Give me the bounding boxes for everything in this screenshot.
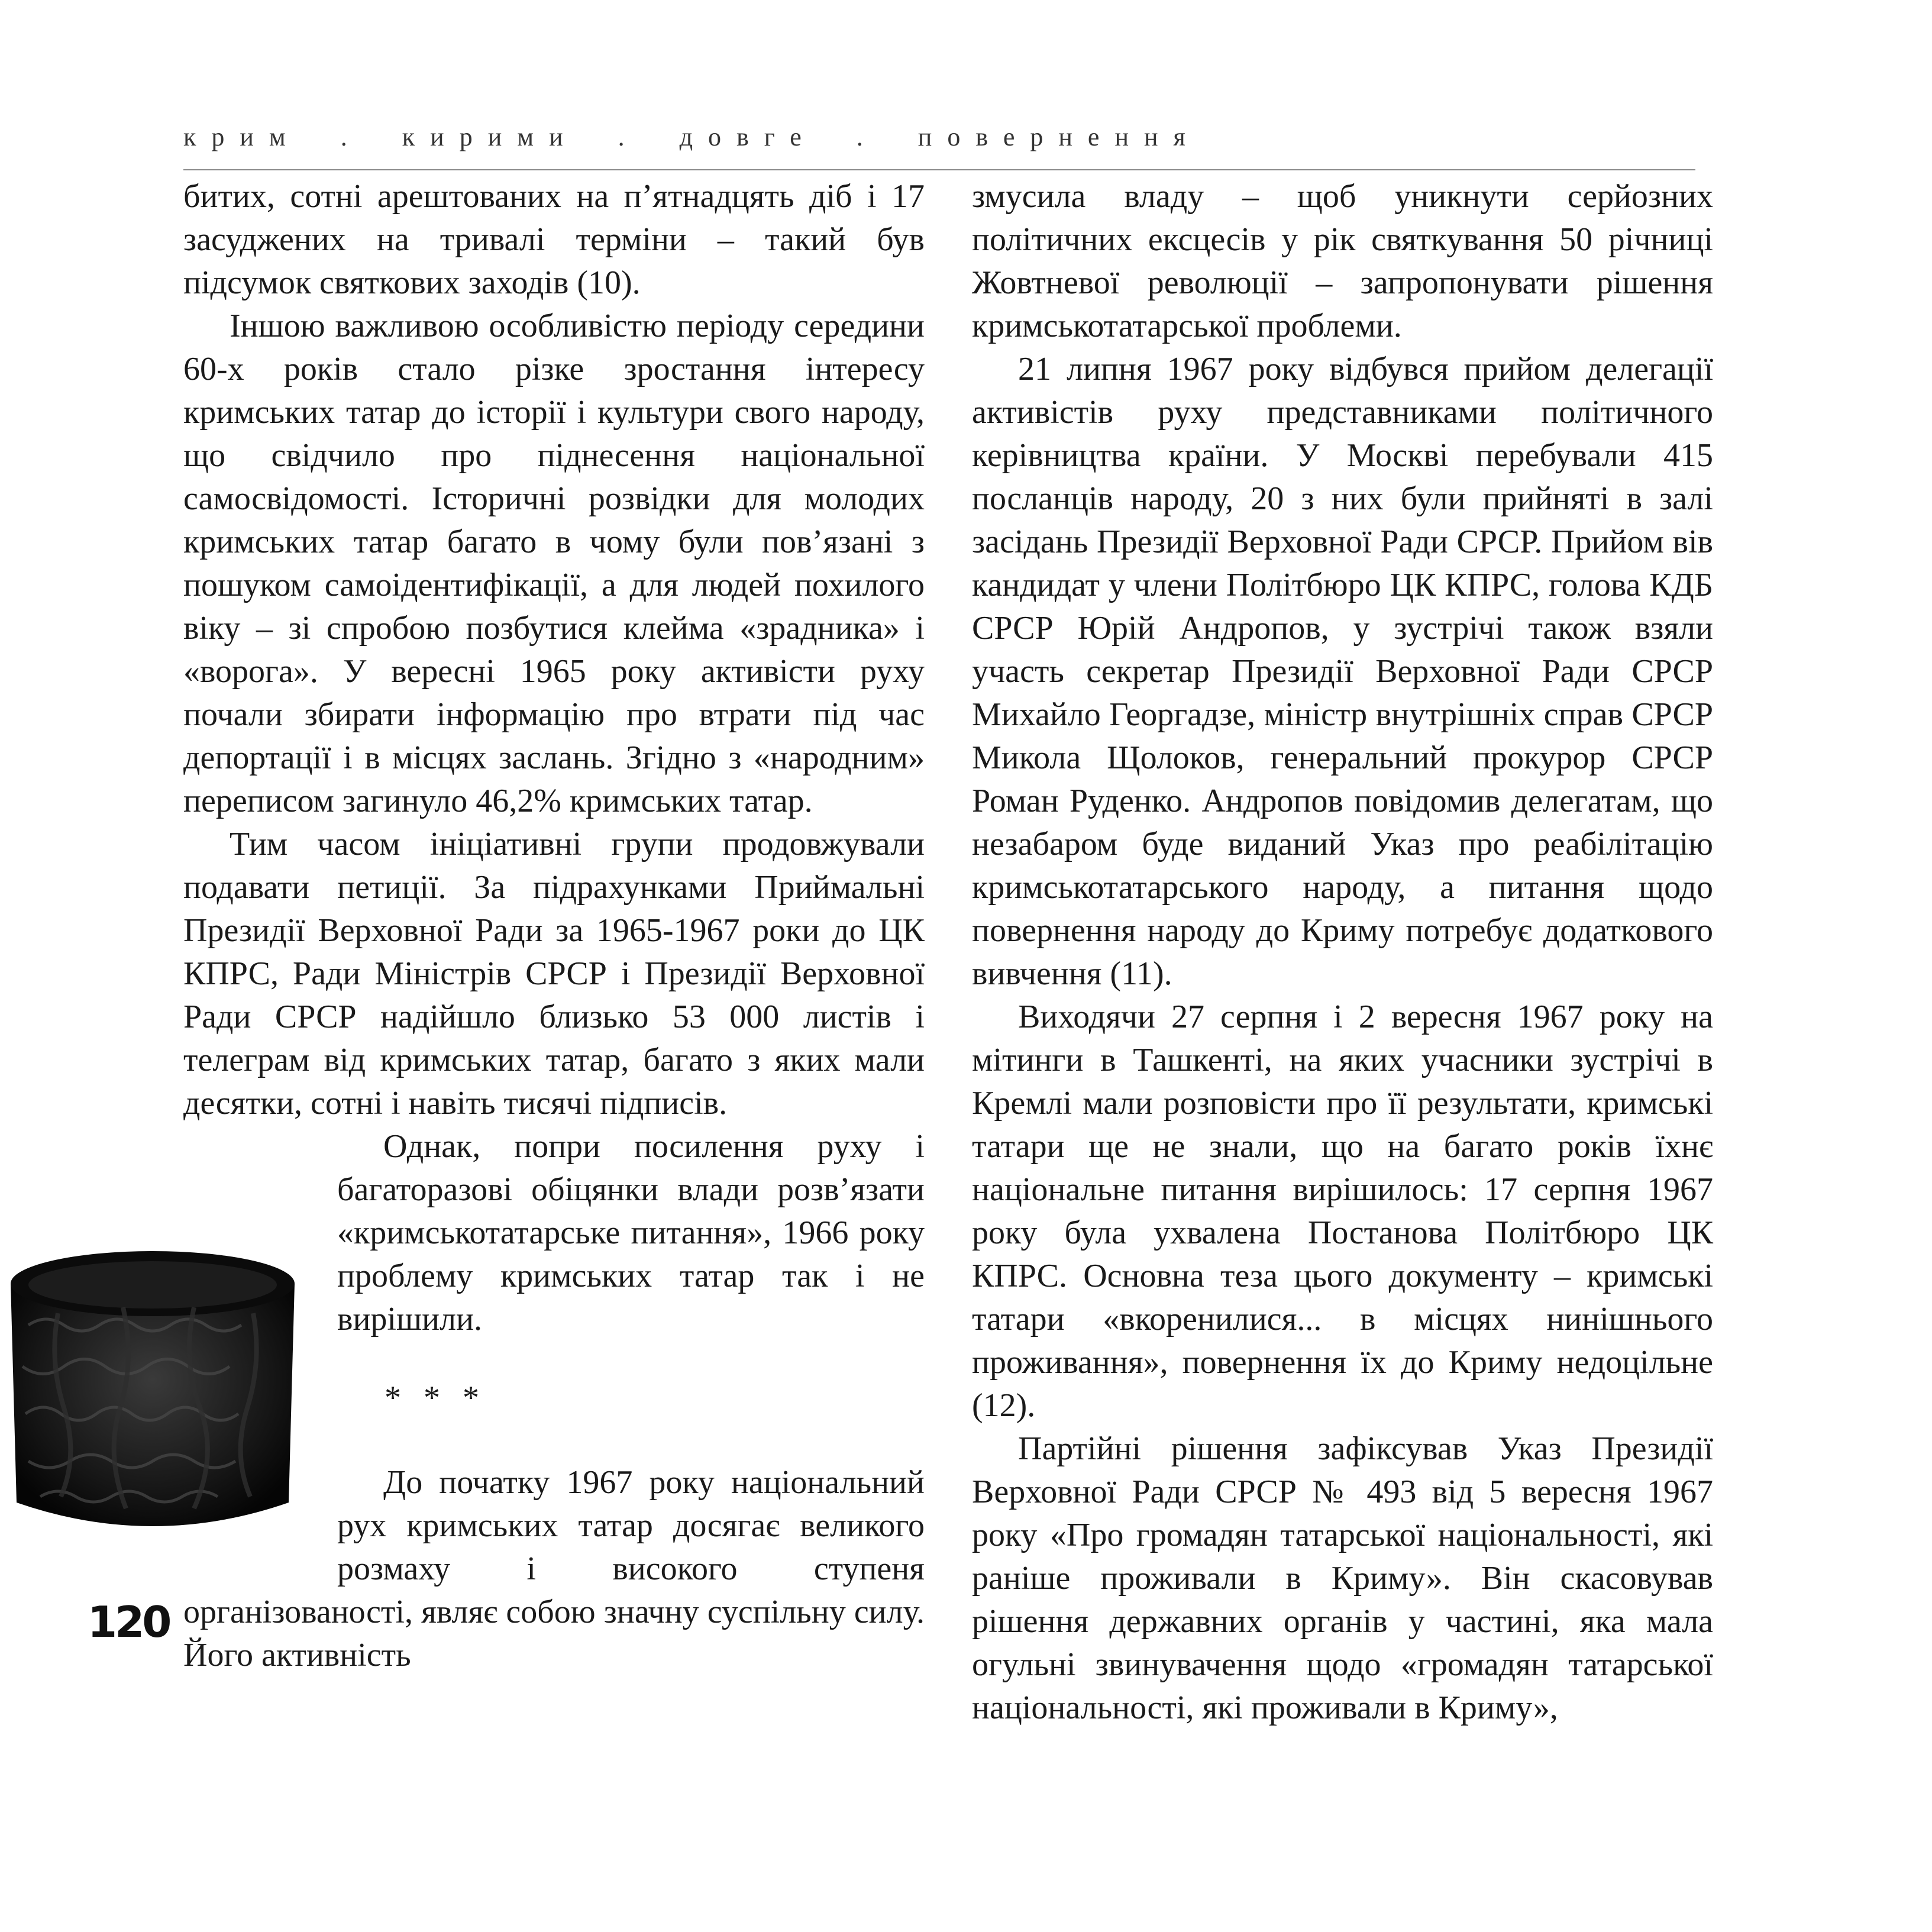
- paragraph: змусила владу – щоб уникнути серйозних політичних ексцесів у рік святкування 50 річниці Жовтневої революції – запропонувати рішення кримськотатарської проблеми.: [972, 178, 1713, 344]
- right-column: [972, 175, 1713, 1730]
- paragraph: Тим часом ініціативні групи продовжували подавати петиції. За підрахунками Приймальні Президії Верховної Ради за 1965-1967 роки до ЦК КПРС, Ради Міністрів СРСР і Президії Верховної Ради СРСР надійшло близько 53 000 листів і телеграм від кримських татар, багато з яких мали десятки, сотні і навіть тисячі підписів.: [183, 826, 925, 1122]
- paragraph: До початку 1967 року національний рух кримських татар досягає великого розмаху і високого ступеня організованості, являє собою значну суспільну силу. Його активність: [183, 1464, 925, 1673]
- paragraph: Виходячи 27 серпня і 2 вересня 1967 року на мітинги в Ташкенті, на яких учасники зустрічі в Кремлі мали розповісти про її результати, кримські татари ще не знали, що на багато років їхнє національне питання вирішилось: 17 серпня 1967 року була ухвалена Постанова Політбюро ЦК КПРС. Основна теза цього документу – кримські татари «вкоренилися... в місцях нинішнього проживання», повернення їх до Криму недоцільне (12).: [972, 999, 1713, 1424]
- paragraph: битих, сотні арештованих на п’ятнадцять діб і 17 засуджених на тривалі терміни – такий був підсумок святкових заходів (10).: [183, 178, 925, 301]
- fur-hat-illustration: [5, 1242, 301, 1544]
- page-number: 120: [88, 1597, 170, 1647]
- running-header: крим . кирими . довге . повернення: [183, 122, 1201, 151]
- paragraph: Партійні рішення зафіксував Указ Президії Верховної Ради СРСР № 493 від 5 вересня 1967 року «Про громадян татарської національності, які раніше проживали в Криму». Він скасовував рішення державних органів у частині, яка мала огульні звинувачення щодо «громадян татарської національності, які проживали в Криму»,: [972, 1430, 1713, 1726]
- paragraph: Іншою важливою особливістю періоду середини 60-х років стало різке зростання інтересу кримських татар до історії і культури свого народу, що свідчило про піднесення національної самосвідомості. Історичні розвідки для молодих кримських татар багато в чому були пов’язані з пошуком самоідентифікації, а для людей похилого віку – зі спробою позбутися клейма «зрадника» і «ворога». У вересні 1965 року активісти руху почали збирати інформацію про втрати під час депортації і в місцях заслань. Згідно з «народним» переписом загинуло 46,2% кримських татар.: [183, 308, 925, 819]
- paragraph: 21 липня 1967 року відбувся прийом делегації активістів руху представниками політичного керівництва країни. У Москві перебували 415 посланців народу, 20 з них були прийняті в залі засідань Президії Верховної Ради СРСР. Прийом вів кандидат у члени Політбюро ЦК КПРС, голова КДБ СРСР Юрій Андропов, у зустрічі також взяли участь секретар Президії Верховної Ради СРСР Михайло Георгадзе, міністр внутрішніх справ СРСР Микола Щолоков, генеральний прокурор СРСР Роман Руденко. Андропов повідомив делегатам, що незабаром буде виданий Указ про реабілітацію кримськотатарського народу, а питання щодо повернення народу до Криму потребує додаткового вивчення (11).: [972, 351, 1713, 992]
- header-rule: [183, 169, 1695, 170]
- section-separator: * * *: [385, 1379, 486, 1416]
- paragraph: Однак, попри посилення руху і багаторазові обіцянки влади розв’язати «кримськотатарське питання», 1966 року проблему кримських татар так і не вирішили.: [337, 1128, 925, 1337]
